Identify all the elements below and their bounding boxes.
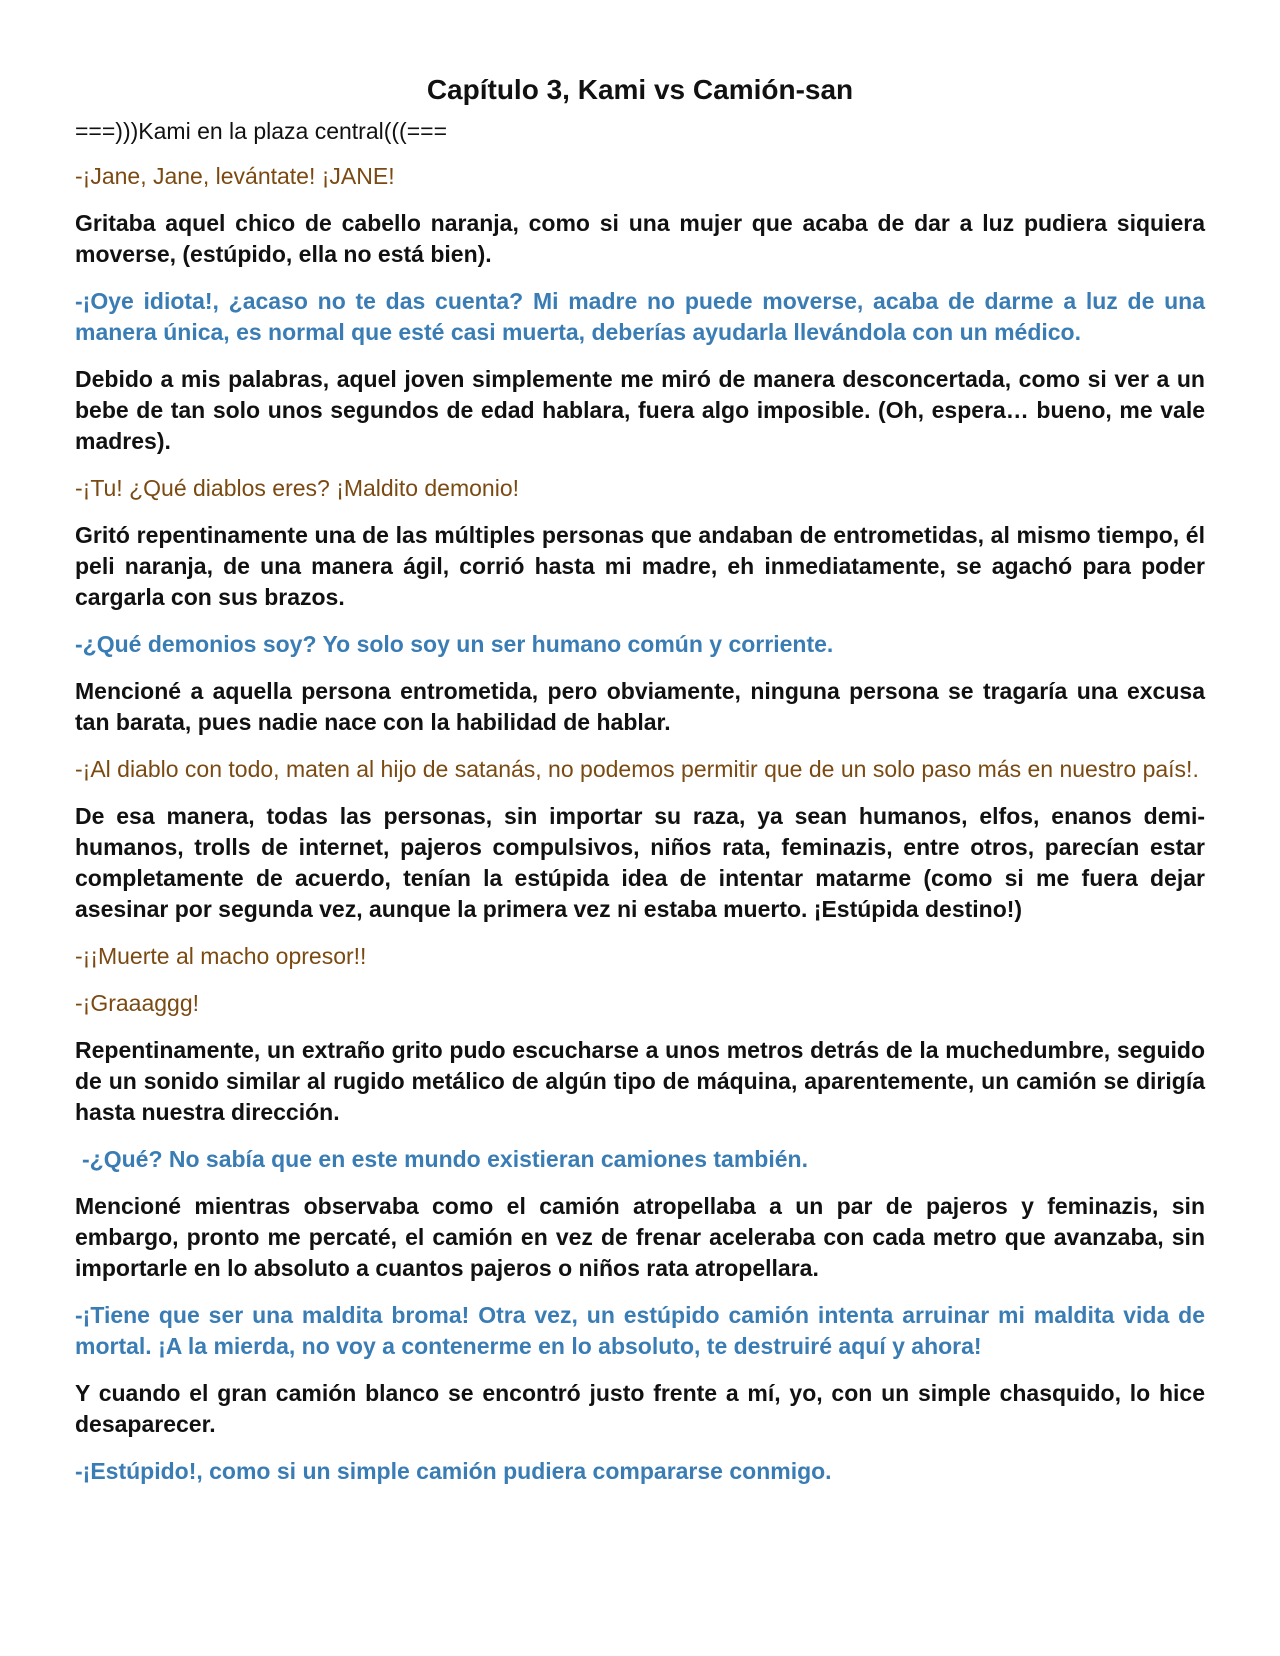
paragraph-6: -¡Tu! ¿Qué diablos eres? ¡Maldito demonio! bbox=[75, 475, 520, 501]
paragraph-7: Gritó repentinamente una de las múltiples personas que andaban de entrometidas, al mismo tiempo, él peli naranja, de una manera ágil, corrió hasta mi madre, eh inmediatamente, se agachó para poder cargarla con sus brazos. bbox=[75, 522, 1205, 610]
paragraph-3: Gritaba aquel chico de cabello naranja, como si una mujer que acaba de dar a luz pudiera siquiera moverse, (estúpido, ella no está bien). bbox=[75, 210, 1205, 267]
document-page bbox=[75, 70, 1205, 1503]
paragraph-16: Mencioné mientras observaba como el camión atropellaba a un par de pajeros y feminazis, sin embargo, pronto me percaté, el camión en vez de frenar aceleraba con cada metro que avanzaba, sin importarle en lo absoluto a cuantos pajeros o niños rata atropellara. bbox=[75, 1193, 1205, 1281]
paragraph-8: -¿Qué demonios soy? Yo solo soy un ser humano común y corriente. bbox=[75, 631, 834, 657]
paragraph-2: -¡Jane, Jane, levántate! ¡JANE! bbox=[75, 163, 395, 189]
paragraph-4: -¡Oye idiota!, ¿acaso no te das cuenta? Mi madre no puede moverse, acaba de darme a luz de una manera única, es normal que esté casi muerta, deberías ayudarla llevándola con un médico. bbox=[75, 288, 1205, 345]
paragraph-19: -¡Estúpido!, como si un simple camión pudiera compararse conmigo. bbox=[75, 1458, 832, 1484]
paragraph-17: -¡Tiene que ser una maldita broma! Otra vez, un estúpido camión intenta arruinar mi maldita vida de mortal. ¡A la mierda, no voy a contenerme en lo absoluto, te destruiré aquí y ahora! bbox=[75, 1302, 1205, 1359]
paragraph-10: -¡Al diablo con todo, maten al hijo de satanás, no podemos permitir que de un solo paso más en nuestro país!. bbox=[75, 756, 1199, 782]
chapter-title: Capítulo 3, Kami vs Camión-san bbox=[426, 74, 854, 105]
paragraph-5: Debido a mis palabras, aquel joven simplemente me miró de manera desconcertada, como si ver a un bebe de tan solo unos segundos de edad hablara, fuera algo imposible. (Oh, espera… bueno, me vale madres). bbox=[75, 366, 1205, 454]
paragraph-13: -¡Graaaggg! bbox=[75, 990, 200, 1016]
paragraph-11: De esa manera, todas las personas, sin importar su raza, ya sean humanos, elfos, enanos demi-humanos, trolls de internet, pajeros compulsivos, niños rata, feminazis, entre otros, parecían estar completamente de acuerdo, tenían la estúpida idea de intentar matarme (como si me fuera dejar asesinar por segunda vez, aunque la primera vez ni estaba muerto. ¡Estúpida destino!) bbox=[75, 803, 1205, 922]
paragraph-15: -¿Qué? No sabía que en este mundo existieran camiones también. bbox=[82, 1146, 808, 1172]
document-body bbox=[75, 116, 1205, 1487]
paragraph-9: Mencioné a aquella persona entrometida, pero obviamente, ninguna persona se tragaría una excusa tan barata, pues nadie nace con la habilidad de hablar. bbox=[75, 678, 1205, 735]
paragraph-14: Repentinamente, un extraño grito pudo escucharse a unos metros detrás de la muchedumbre, seguido de un sonido similar al rugido metálico de algún tipo de máquina, aparentemente, un camión se dirigía hasta nuestra dirección. bbox=[75, 1037, 1205, 1125]
paragraph-18: Y cuando el gran camión blanco se encontró justo frente a mí, yo, con un simple chasquido, lo hice desaparecer. bbox=[75, 1380, 1205, 1437]
paragraph-12: -¡¡Muerte al macho opresor!! bbox=[75, 943, 367, 969]
paragraph-1: ===)))Kami en la plaza central(((=== bbox=[75, 118, 448, 144]
